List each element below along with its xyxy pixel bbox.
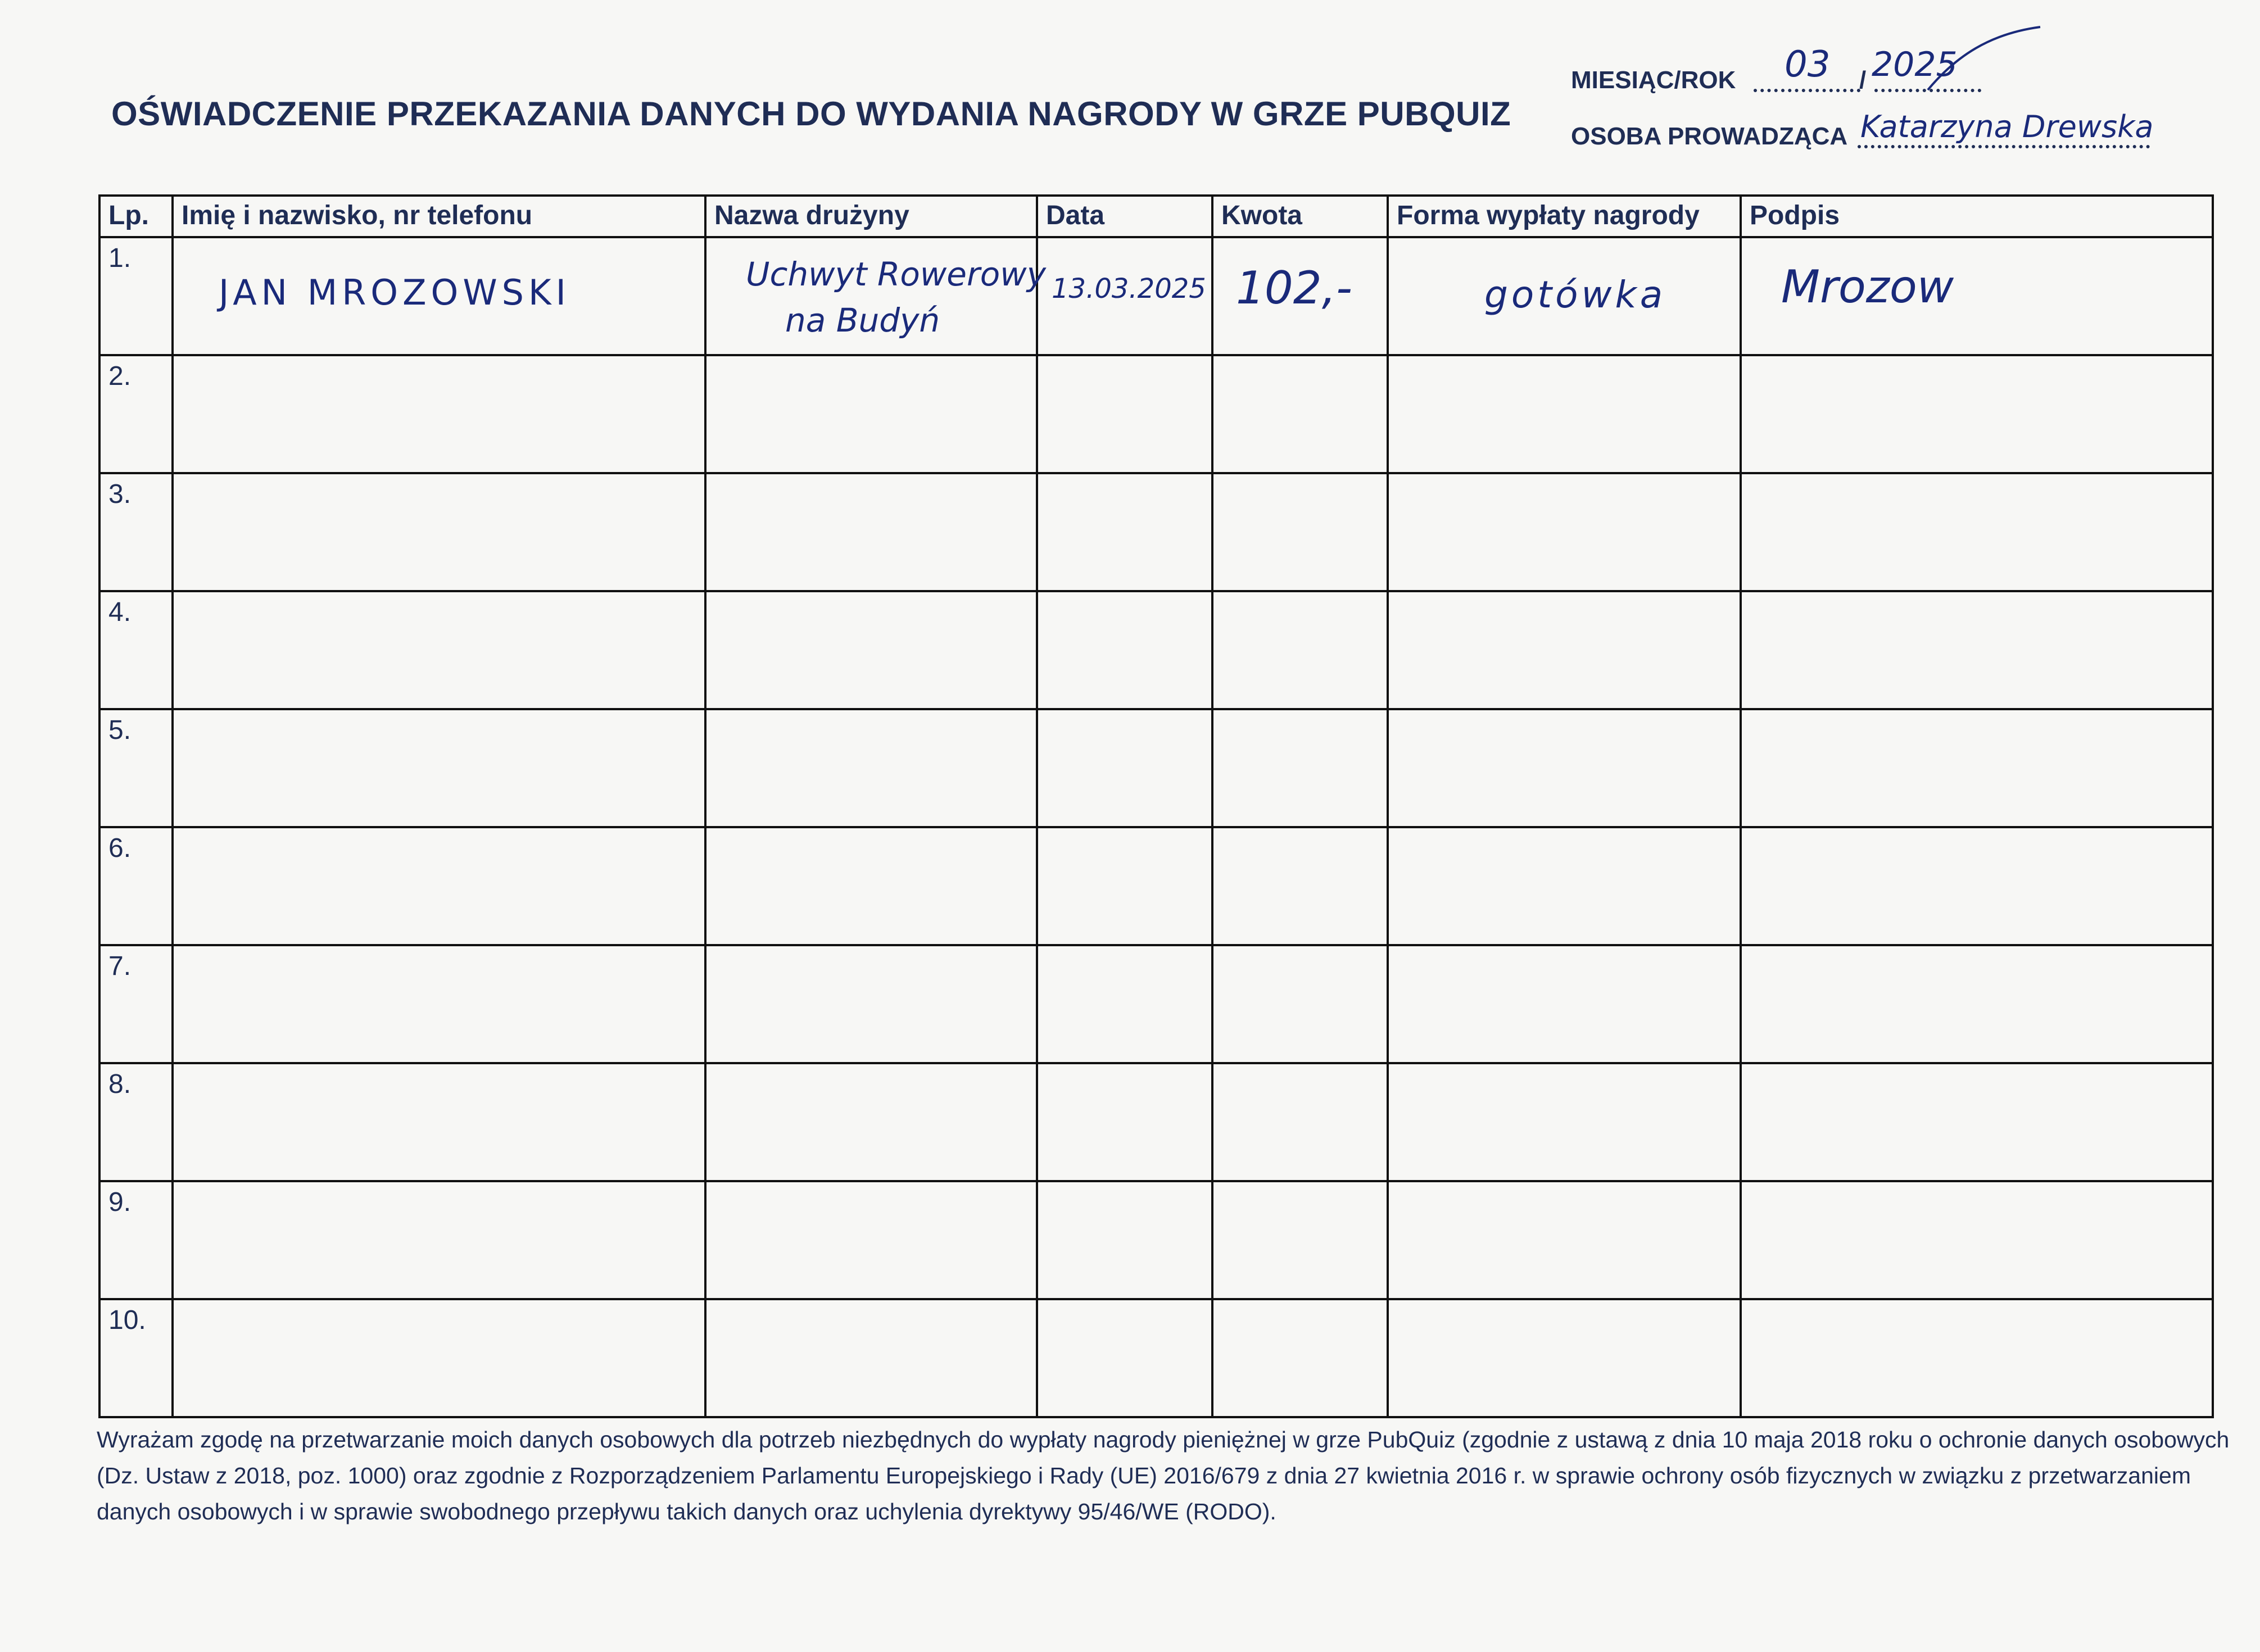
- payment-cell[interactable]: [1388, 473, 1741, 591]
- name-cell[interactable]: [173, 355, 705, 473]
- column-header-payment: Forma wypłaty nagrody: [1388, 196, 1741, 237]
- team-name-line1: Uchwyt Rowerowy: [746, 255, 1047, 293]
- team-name-line2: na Budyń: [785, 301, 940, 339]
- name-cell[interactable]: [173, 709, 705, 827]
- column-header-date: Data: [1037, 196, 1212, 237]
- amount-cell[interactable]: [1212, 709, 1388, 827]
- host-signature: Katarzyna Drewska: [1860, 109, 2154, 144]
- row-number-cell: [99, 1063, 173, 1181]
- amount-cell: [1212, 237, 1388, 355]
- month-year-label: MIESIĄC/ROK: [1571, 66, 1736, 94]
- row-number-cell: [99, 355, 173, 473]
- name-cell[interactable]: [173, 591, 705, 709]
- name-cell[interactable]: [173, 1063, 705, 1181]
- consent-statement: Wyrażam zgodę na przetwarzanie moich danych osobowych dla potrzeb niezbędnych do wypłaty nagrody pieniężnej w grze PubQuiz (zgodnie z ustawą z dnia 10 maja 2018 roku o ochronie danych osobowych (Dz. Ustaw z 2018, poz. 1000) oraz zgodnie z Rozporządzeniem Parlamentu Europejskiego i Rady (UE) 2016/679 z dnia 27 kwietnia 2016 r. w sprawie ochrony osób fizycznych w związku z przetwarzaniem danych osobowych i w sprawie swobodnego przepływu takich danych oraz uchylenia dyrektywy 95/46/WE (RODO).: [97, 1427, 2230, 1524]
- payout-date: 13.03.2025: [1052, 273, 1206, 305]
- signature-cell[interactable]: [1741, 827, 2213, 945]
- row-number-cell: [99, 591, 173, 709]
- row-number: 6.: [108, 833, 132, 863]
- team-cell[interactable]: [705, 1063, 1037, 1181]
- team-cell[interactable]: [705, 827, 1037, 945]
- team-cell[interactable]: [705, 1299, 1037, 1417]
- table-row: [99, 1063, 2213, 1181]
- row-number: 8.: [108, 1069, 132, 1099]
- payment-cell[interactable]: [1388, 709, 1741, 827]
- signature-cell[interactable]: [1741, 473, 2213, 591]
- team-cell: [705, 237, 1047, 355]
- date-cell: [1037, 237, 1212, 355]
- date-cell[interactable]: [1037, 945, 1212, 1063]
- table-row: [99, 237, 2213, 355]
- participant-signature: Mrozow: [1781, 261, 1954, 313]
- payment-cell[interactable]: [1388, 945, 1741, 1063]
- row-number: 5.: [108, 715, 132, 745]
- row-number: 2.: [108, 361, 132, 391]
- date-cell[interactable]: [1037, 473, 1212, 591]
- name-cell[interactable]: [173, 827, 705, 945]
- row-number-cell: [99, 237, 173, 355]
- name-cell[interactable]: [173, 1299, 705, 1417]
- amount-cell[interactable]: [1212, 355, 1388, 473]
- column-header-team: Nazwa drużyny: [705, 196, 1037, 237]
- column-header-signature: Podpis: [1741, 196, 2213, 237]
- payment-cell[interactable]: [1388, 1299, 1741, 1417]
- table-row: [99, 827, 2213, 945]
- date-cell[interactable]: [1037, 1063, 1212, 1181]
- month-year-separator: /: [1859, 66, 1867, 94]
- signature-cell[interactable]: [1741, 591, 2213, 709]
- date-cell[interactable]: [1037, 709, 1212, 827]
- payment-cell[interactable]: [1388, 1181, 1741, 1299]
- date-cell[interactable]: [1037, 1181, 1212, 1299]
- table-row: [99, 709, 2213, 827]
- year-flourish: [1922, 22, 2046, 96]
- name-cell: [173, 237, 705, 355]
- payment-cell[interactable]: [1388, 591, 1741, 709]
- date-cell[interactable]: [1037, 591, 1212, 709]
- name-cell[interactable]: [173, 473, 705, 591]
- amount-cell[interactable]: [1212, 827, 1388, 945]
- payment-cell[interactable]: [1388, 1063, 1741, 1181]
- team-cell[interactable]: [705, 1181, 1037, 1299]
- signature-cell[interactable]: [1741, 709, 2213, 827]
- payment-cell: [1388, 237, 1741, 355]
- table-row: [99, 473, 2213, 591]
- table-header-row: [99, 196, 2213, 237]
- row-number-cell: [99, 709, 173, 827]
- name-cell[interactable]: [173, 945, 705, 1063]
- column-header-name: Imię i nazwisko, nr telefonu: [173, 196, 705, 237]
- table-row: [99, 945, 2213, 1063]
- prize-table: [98, 194, 2214, 1418]
- row-number-cell: [99, 1181, 173, 1299]
- row-number-cell: [99, 1299, 173, 1417]
- host-label: OSOBA PROWADZĄCA: [1571, 122, 1848, 150]
- table-row: [99, 1181, 2213, 1299]
- team-cell[interactable]: [705, 355, 1037, 473]
- form-title: OŚWIADCZENIE PRZEKAZANIA DANYCH DO WYDANIA NAGRODY W GRZE PUBQUIZ: [111, 95, 1511, 133]
- amount-cell[interactable]: [1212, 473, 1388, 591]
- participant-name: JAN MROZOWSKI: [219, 272, 570, 313]
- signature-cell: [1741, 237, 2213, 355]
- column-header-lp: Lp.: [99, 196, 173, 237]
- team-cell[interactable]: [705, 709, 1037, 827]
- row-number: 7.: [108, 951, 132, 981]
- date-cell[interactable]: [1037, 355, 1212, 473]
- month-dotted-line: [1754, 89, 1860, 92]
- row-number: 9.: [108, 1187, 132, 1217]
- amount-cell[interactable]: [1212, 1181, 1388, 1299]
- amount-cell[interactable]: [1212, 1299, 1388, 1417]
- signature-cell[interactable]: [1741, 1299, 2213, 1417]
- row-number: 3.: [108, 479, 132, 509]
- row-number: 1.: [108, 243, 132, 273]
- host-dotted-line: [1858, 145, 2150, 148]
- date-cell[interactable]: [1037, 827, 1212, 945]
- name-cell[interactable]: [173, 1181, 705, 1299]
- payment-cell[interactable]: [1388, 355, 1741, 473]
- row-number-cell: [99, 945, 173, 1063]
- amount-cell[interactable]: [1212, 1063, 1388, 1181]
- month-value: 03: [1785, 44, 1831, 85]
- table-row: [99, 1299, 2213, 1417]
- payment-cell[interactable]: [1388, 827, 1741, 945]
- row-number: 10.: [108, 1305, 146, 1335]
- row-number-cell: [99, 473, 173, 591]
- row-number-cell: [99, 827, 173, 945]
- team-cell[interactable]: [705, 473, 1037, 591]
- row-number: 4.: [108, 597, 132, 627]
- prize-amount: 102,-: [1236, 262, 1352, 314]
- amount-cell[interactable]: [1212, 945, 1388, 1063]
- table-row: [99, 355, 2213, 473]
- date-cell[interactable]: [1037, 1299, 1212, 1417]
- year-value: 2025: [1872, 45, 1958, 84]
- signature-cell[interactable]: [1741, 355, 2213, 473]
- payment-method: gotówka: [1484, 273, 1666, 316]
- signature-cell[interactable]: [1741, 1063, 2213, 1181]
- team-cell[interactable]: [705, 591, 1037, 709]
- table-row: [99, 591, 2213, 709]
- signature-cell[interactable]: [1741, 945, 2213, 1063]
- column-header-amount: Kwota: [1212, 196, 1388, 237]
- signature-cell[interactable]: [1741, 1181, 2213, 1299]
- team-cell[interactable]: [705, 945, 1037, 1063]
- amount-cell[interactable]: [1212, 591, 1388, 709]
